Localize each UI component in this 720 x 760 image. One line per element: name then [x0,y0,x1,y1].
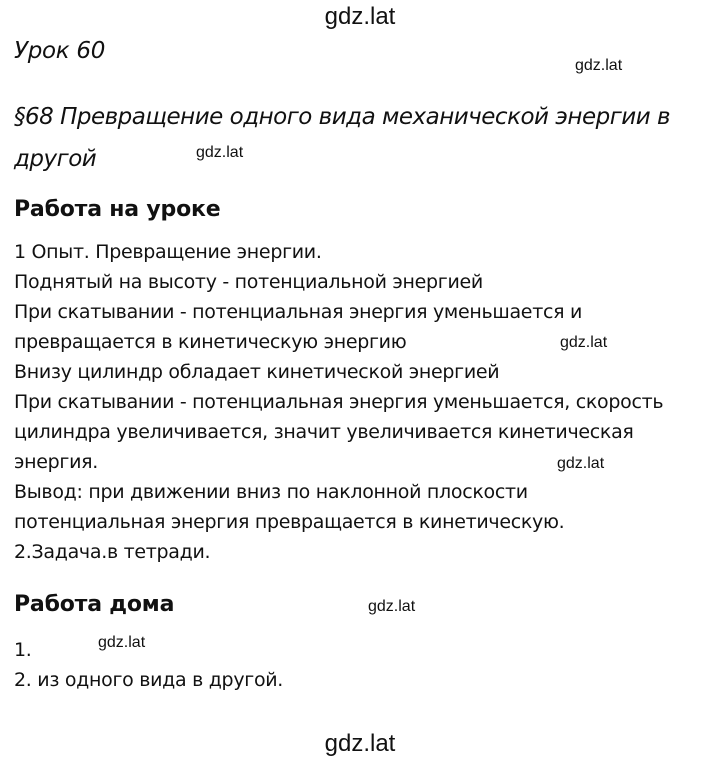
text-line: Поднятый на высоту - потенциальной энергией [14,271,483,293]
text-line: превращается в кинетическую энергию [14,331,407,353]
watermark-top: gdz.lat [324,3,396,30]
class-work-text [14,237,663,567]
watermark: gdz.lat [368,598,416,615]
text-line: При скатывании - потенциальная энергия уменьшается и [14,301,583,323]
paragraph-title-line: §68 Превращение одного вида механической энергии в [14,104,671,130]
paragraph-title [14,96,704,180]
text-line: При скатывании - потенциальная энергия уменьшается, скорость [14,391,664,413]
text-line: 1 Опыт. Превращение энергии. [14,241,322,263]
lesson-title: Урок 60 [14,38,106,64]
paragraph-title-line: другой [14,146,97,172]
home-work-heading: Работа дома [14,592,175,617]
watermark: gdz.lat [196,144,244,161]
home-work-text [14,635,283,695]
watermark-bottom: gdz.lat [324,730,396,757]
text-line: Вывод: при движении вниз по наклонной плоскости [14,481,528,503]
text-line: 2. из одного вида в другой. [14,669,284,691]
class-work-heading: Работа на уроке [14,197,221,222]
text-line: 2.Задача.в тетради. [14,541,211,563]
text-line: цилиндра увеличивается, значит увеличивается кинетическая [14,421,634,443]
watermark: gdz.lat [560,334,608,351]
text-line: 1. [14,639,32,661]
watermark: gdz.lat [98,634,146,651]
text-line: Внизу цилиндр обладает кинетической энергией [14,361,500,383]
text-line: энергия. [14,451,98,473]
text-line: потенциальная энергия превращается в кинетическую. [14,511,565,533]
watermark: gdz.lat [557,455,605,472]
watermark: gdz.lat [575,57,623,74]
